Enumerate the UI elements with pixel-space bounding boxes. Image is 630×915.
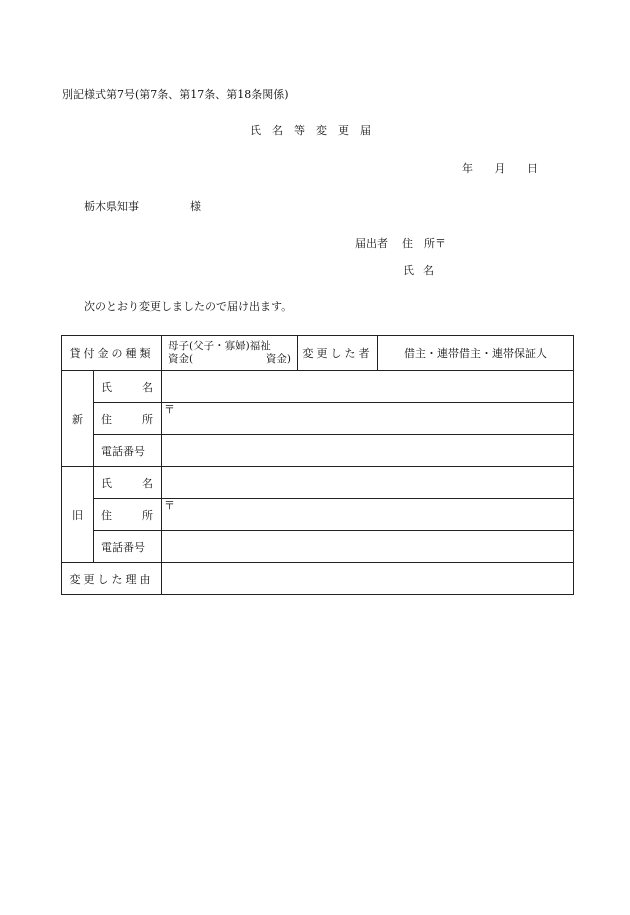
new-phone-label: 電話番号 <box>94 435 162 467</box>
old-address-label <box>94 499 162 531</box>
changed-person-label: 変更した者 <box>298 336 378 371</box>
old-phone-label: 電話番号 <box>94 531 162 563</box>
roles-cell[interactable]: 借主・連帯借主・連帯保証人 <box>378 336 574 371</box>
fund-line-2 <box>168 353 297 366</box>
honorific: 様 <box>190 200 201 213</box>
applicant-name-label: 氏名 <box>403 264 443 277</box>
old-address-row <box>62 499 574 531</box>
day-label: 日 <box>527 162 538 175</box>
applicant-address-label: 住 所〒 <box>402 237 446 250</box>
old-address-b: 所 <box>142 508 153 522</box>
month-label: 月 <box>494 162 506 175</box>
old-label: 旧 <box>62 467 94 563</box>
fund-line-1: 母子(父子・寡婦)福祉 <box>168 340 271 352</box>
new-phone-row <box>62 435 574 467</box>
new-name-label <box>94 371 162 403</box>
new-name-b: 名 <box>142 380 153 394</box>
new-address-a: 住 <box>101 412 112 426</box>
change-form-table <box>61 335 574 595</box>
new-name-value[interactable] <box>162 371 574 403</box>
old-name-b: 名 <box>142 476 153 490</box>
postal-mark-icon: 〒 <box>164 499 175 512</box>
document-title: 氏名等変更届 <box>250 124 382 137</box>
year-label: 年 <box>462 162 473 175</box>
reason-label: 変更した理由 <box>62 563 162 595</box>
fund-line-2-end: 資金) <box>265 353 291 365</box>
new-name-row <box>62 371 574 403</box>
old-address-a: 住 <box>101 508 112 522</box>
new-address-value[interactable] <box>162 403 574 435</box>
loan-type-row <box>62 336 574 371</box>
old-name-row <box>62 467 574 499</box>
old-phone-row <box>62 531 574 563</box>
applicant-label: 届出者 <box>355 237 388 250</box>
old-name-label <box>94 467 162 499</box>
new-address-label <box>94 403 162 435</box>
postal-mark-icon: 〒 <box>164 403 175 416</box>
fund-line-2-start: 資金( <box>168 353 194 365</box>
new-address-row <box>62 403 574 435</box>
old-name-a: 氏 <box>101 476 112 490</box>
old-phone-value[interactable] <box>162 531 574 563</box>
reason-row <box>62 563 574 595</box>
form-reference: 別記様式第7号(第7条、第17条、第18条関係) <box>62 88 289 101</box>
new-label: 新 <box>62 371 94 467</box>
new-address-b: 所 <box>142 412 153 426</box>
date-line <box>462 160 538 176</box>
new-name-a: 氏 <box>101 380 112 394</box>
fund-type-cell[interactable] <box>162 336 298 371</box>
addressee: 栃木県知事 <box>84 200 139 213</box>
old-address-value[interactable] <box>162 499 574 531</box>
new-phone-value[interactable] <box>162 435 574 467</box>
intro-text: 次のとおり変更しましたので届け出ます。 <box>84 300 293 313</box>
old-name-value[interactable] <box>162 467 574 499</box>
loan-type-label: 貸付金の種類 <box>62 336 162 371</box>
reason-value[interactable] <box>162 563 574 595</box>
